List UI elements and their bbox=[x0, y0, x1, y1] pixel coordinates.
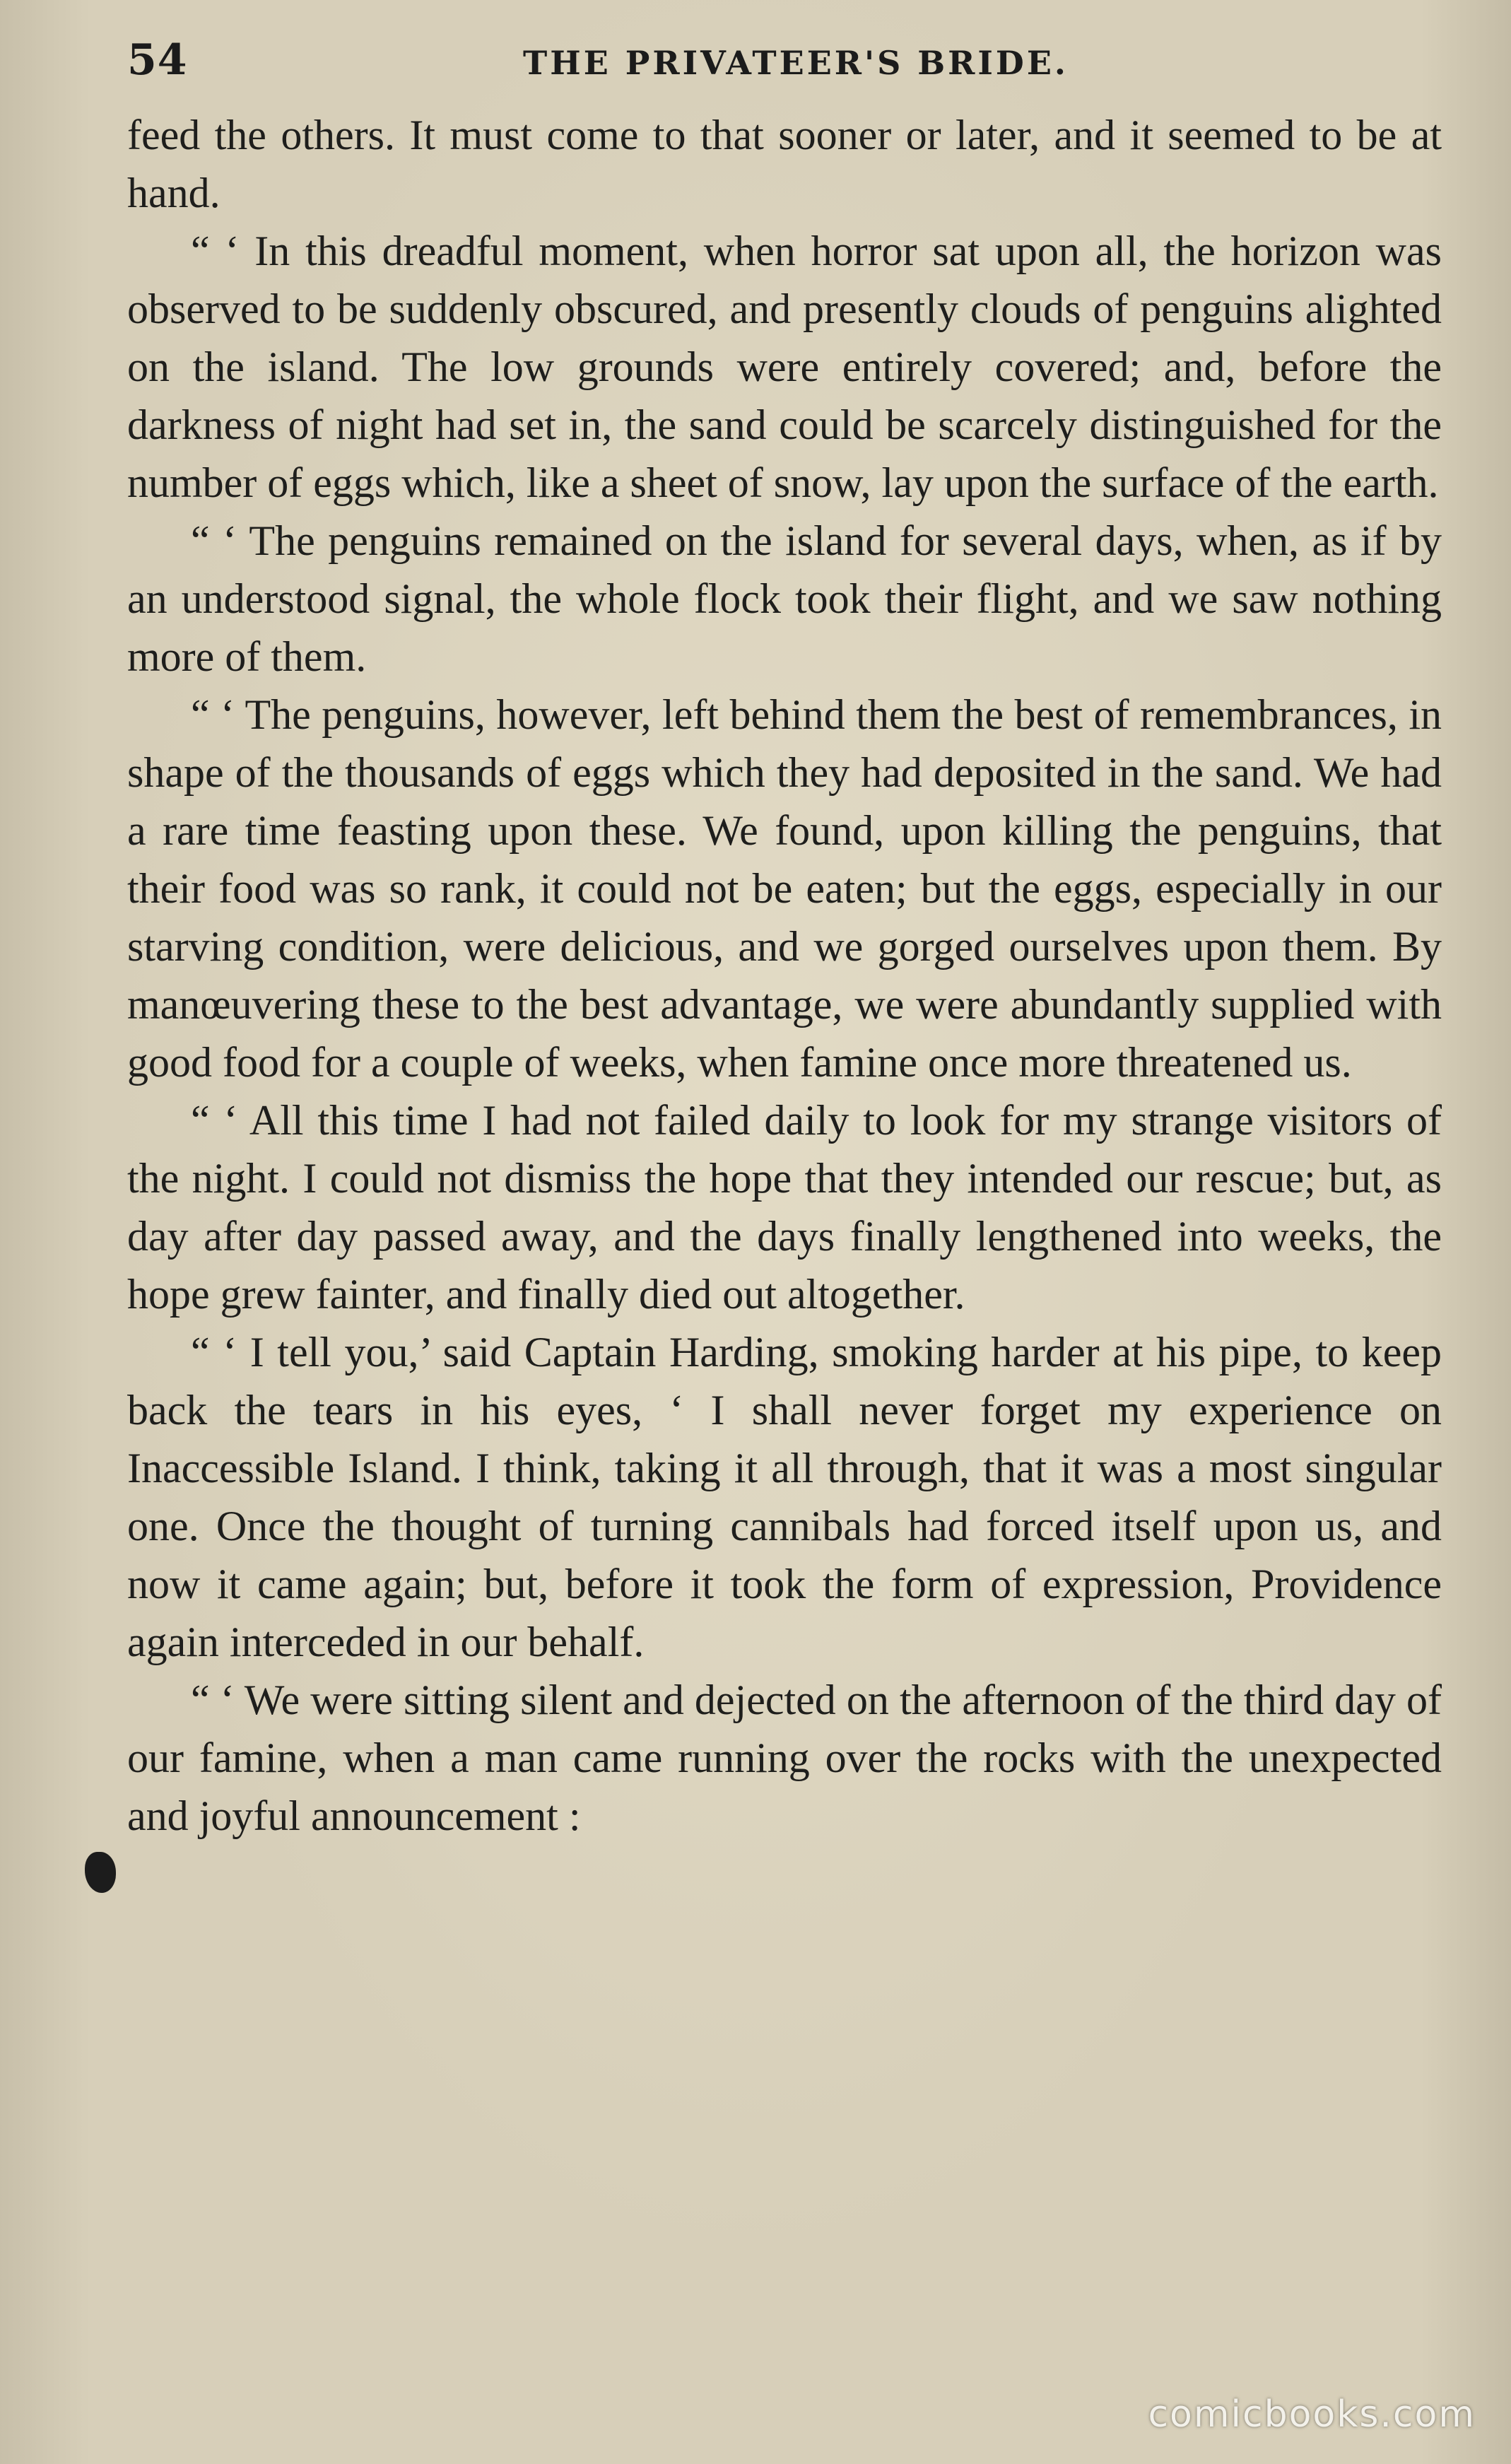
paragraph: “ ‘ In this dreadful moment, when horror sat upon all, the horizon was observed to be suddenly obscured, and presently clouds of penguins alighted on the island. The low grounds were entirely covered; and, before the darkness of night had set in, the sand could be scarcely distinguished for the number of eggs which, like a sheet of snow, lay upon the surface of the earth. bbox=[127, 228, 1442, 506]
running-head: THE PRIVATEER'S BRIDE. bbox=[523, 44, 1069, 82]
page-number: 54 bbox=[127, 35, 188, 85]
paragraph: “ ‘ I tell you,’ said Captain Harding, smoking harder at his pipe, to keep back the tears in his eyes, ‘ I shall never forget my experience on Inaccessible Island. I think, taking it all through, that it was a most singular one. Once the thought of turning cannibals had forced itself upon us, and now it came again; but, before it took the form of expression, Providence again interceded in our behalf. bbox=[127, 1329, 1442, 1665]
paragraph: “ ‘ We were sitting silent and dejected on the afternoon of the third day of our famine, when a man came running over the rocks with the unexpected and joyful announcement : bbox=[127, 1677, 1442, 1839]
watermark: comicbooks.com bbox=[1148, 2393, 1476, 2436]
page-header bbox=[127, 35, 1442, 106]
paragraph: “ ‘ The penguins remained on the island for several days, when, as if by an understood signal, the whole flock took their flight, and we saw nothing more of them. bbox=[127, 517, 1442, 680]
ink-stain bbox=[85, 1852, 116, 1893]
body-text bbox=[127, 106, 1442, 1845]
paragraph: feed the others. It must come to that sooner or later, and it seemed to be at hand. bbox=[127, 112, 1442, 216]
paragraph: “ ‘ The penguins, however, left behind them the best of remembrances, in shape of the thousands of eggs which they had deposited in the sand. We had a rare time feasting upon these. We found, upon killing the penguins, that their food was so rank, it could not be eaten; but the eggs, especially in our starving condition, were delicious, and we gorged ourselves upon them. By manœuvering these to the best advantage, we were abundantly supplied with good food for a couple of weeks, when famine once more threatened us. bbox=[127, 691, 1442, 1086]
paragraph: “ ‘ All this time I had not failed daily to look for my strange visitors of the night. I could not dismiss the hope that they intended our rescue; but, as day after day passed away, and the days finally lengthened into weeks, the hope grew fainter, and finally died out altogether. bbox=[127, 1097, 1442, 1318]
